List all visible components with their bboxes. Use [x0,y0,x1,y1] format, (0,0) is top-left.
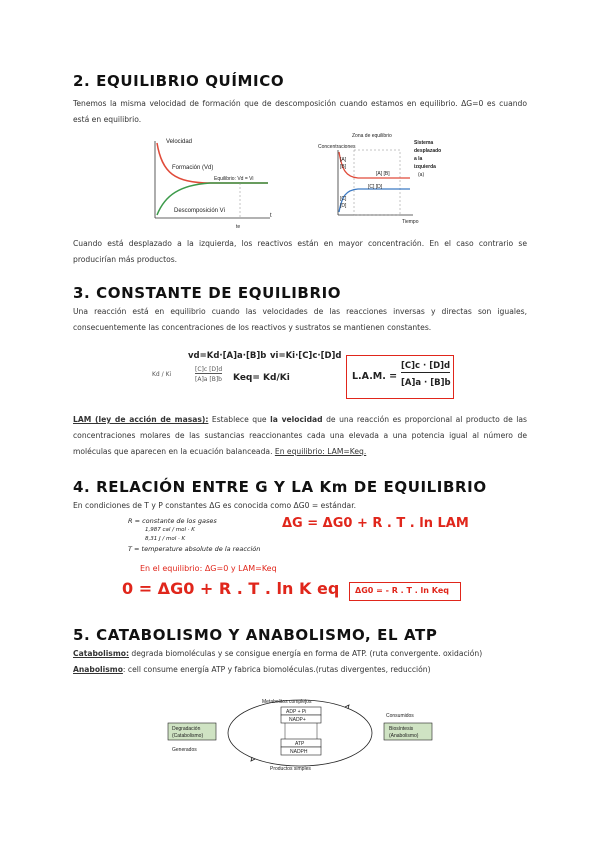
section-3-title: 3. CONSTANTE DE EQUILIBRIO [73,284,342,302]
kratio-num: [C]c [D]d [195,366,223,373]
r-cal: 1,987 cal / mol · K [145,527,195,533]
lam-label: L.A.M. = [352,371,398,382]
reactant-curve [339,152,410,178]
svg-text:[B]: [B] [340,164,347,170]
svg-text:ATP: ATP [295,741,305,747]
svg-text:NADP+: NADP+ [289,717,306,723]
svg-text:[A]: [A] [340,157,347,163]
svg-text:izquierda: izquierda [414,164,436,170]
svg-text:NADPH: NADPH [290,749,308,755]
vi-formula: vi=Ki·[C]c·[D]d [270,351,342,361]
svg-text:(a): (a) [418,172,425,178]
section-2-title: 2. EQUILIBRIO QUÍMICO [73,72,285,90]
lam-paragraph: LAM (ley de acción de masas): Establece que la velocidad de una reacción es proporcional al producto de las concentraciones molares de las sustancias reaccionantes cada una elevada a una potencia igual al número de moléculas que aparecen en la ecuación balanceada. En equilibrio: LAM=Keq. [73,415,527,456]
section-4-intro: En condiciones de T y P constantes ΔG es conocida como ΔG0 = estándar. [73,501,357,510]
dg-formula: ΔG = ΔG0 + R . T . ln LAM [282,516,469,531]
vd-formula: vd=Kd·[A]a·[B]b [188,351,267,361]
svg-text:[D]: [D] [340,203,347,209]
conc-y-label: Concentraciones [318,144,356,150]
product-curve [339,189,410,212]
dg0-box [349,582,461,601]
zone-label: Zona de equilibrio [352,133,392,139]
svg-text:(Anabolismo): (Anabolismo) [389,733,419,739]
lam-num: [C]c · [D]d [401,361,451,371]
section-2-after: Cuando está desplazado a la izquierda, los reactivos están en mayor concentración. En el caso contrario se producirían más productos. [73,239,527,264]
svg-text:[C] [D]: [C] [D] [368,184,383,190]
section-2-intro: Tenemos la misma velocidad de formación que de descomposición cuando estamos en equilibrio. ΔG=0 es cuando está en equilibrio. [73,99,527,124]
svg-text:Consumidos: Consumidos [386,713,414,719]
velocity-y-label: Velocidad [166,139,193,145]
t-desc: T = temperature absolute de la reacción [128,545,261,553]
svg-text:ADP + Pi: ADP + Pi [286,709,307,715]
equilibrium-label: Equilibrio: Vd = Vi [214,176,254,182]
bottom-label: Productos simples [270,766,311,772]
kratio-left: Kd / Ki [152,371,172,378]
catabolism-line: Catabolismo: degrada biomoléculas y se consigue energía en forma de ATP. (ruta convergente. oxidación) [73,649,483,658]
svg-text:Tiempo: Tiempo [402,219,419,225]
formation-label: Formación (Vd) [172,165,214,171]
metabolism-figure [150,693,460,773]
concentration-figure [318,130,458,230]
top-label: Metabolitos complejos [262,699,312,705]
velocity-figure [150,133,280,233]
kratio-den: [A]a [B]b [195,376,222,383]
section-4-title: 4. RELACIÓN ENTRE G Y LA Km DE EQUILIBRIO [73,478,487,496]
section-3-intro: Una reacción está en equilibrio cuando las velocidades de las reacciones inversas y directas son iguales, consecuentemente las concentraciones de los reactivos y sustratos se mantienen constantes. [73,307,527,332]
equilibrium-formula: 0 = ΔG0 + R . T . ln K eq [122,579,340,598]
svg-text:[C]: [C] [340,196,347,202]
svg-text:[A] [B]: [A] [B] [376,171,390,177]
equilibrium-note: En el equilibrio: ΔG=0 y LAM=Keq [140,564,277,573]
decomposition-label: Descomposición Vi [174,208,225,214]
lam-den: [A]a · [B]b [401,378,451,388]
svg-text:Biosíntesis: Biosíntesis [389,726,414,732]
t-label: t [270,213,272,219]
lam-box [346,355,454,399]
te-label: te [236,224,241,230]
svg-text:(Catabolismo): (Catabolismo) [172,733,204,739]
dg0-formula: ΔG0 = - R . T . ln Keq [355,586,449,595]
anabolism-line: Anabolismo: cell consume energía ATP y fabrica biomoléculas.(rutas divergentes, reducción) [73,665,431,674]
svg-text:desplazado: desplazado [414,148,442,154]
svg-text:Sistema: Sistema [414,140,434,146]
r-const: R = constante de los gases [128,517,217,525]
svg-text:a la: a la [414,156,423,162]
svg-text:Generados: Generados [172,747,197,753]
svg-text:Degradación: Degradación [172,726,201,732]
r-joule: 8,31 J / mol · K [145,536,186,542]
section-5-title: 5. CATABOLISMO Y ANABOLISMO, EL ATP [73,626,438,644]
keq-formula: Keq= Kd/Ki [233,373,290,383]
